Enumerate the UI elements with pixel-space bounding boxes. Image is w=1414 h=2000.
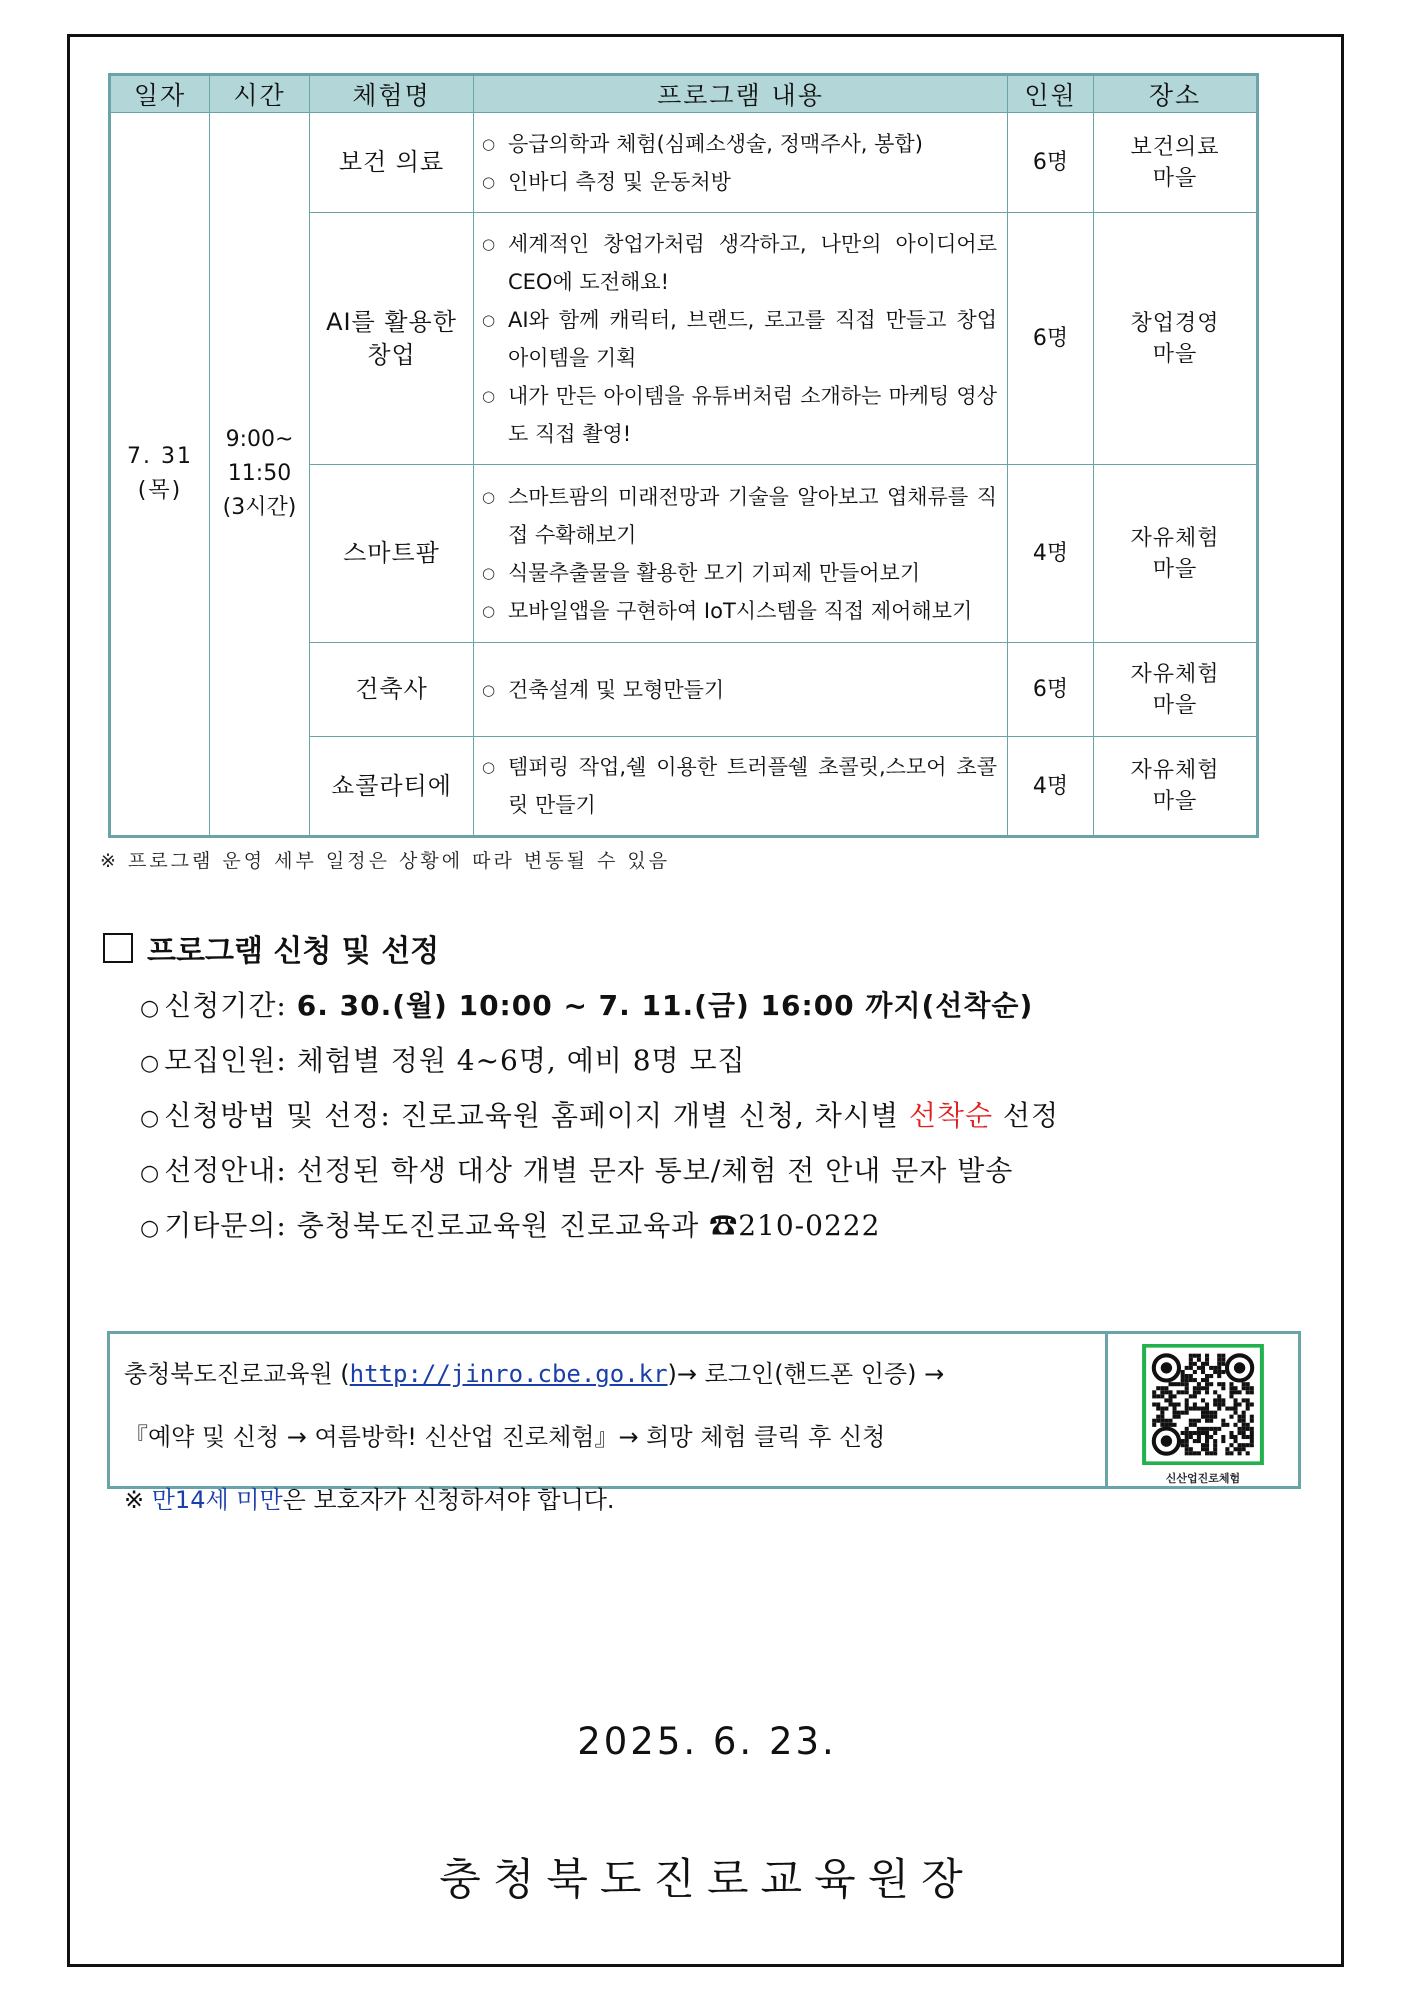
- bullet-icon: ○: [482, 234, 496, 253]
- item-text: 식물추출물을 활용한 모기 기피제 만들어보기: [508, 560, 921, 585]
- date-line: 7. 31: [127, 444, 193, 469]
- period-label: 신청기간:: [164, 989, 297, 1022]
- list-item: [482, 671, 997, 709]
- bullet-icon: ○: [482, 563, 496, 582]
- bullet-icon: ○: [482, 680, 496, 699]
- bullet-icon: ○: [140, 996, 161, 1021]
- guardian-note: [124, 1470, 1091, 1533]
- place-cell: [1094, 213, 1258, 465]
- apply-path-line: 『예약 및 신청 → 여름방학! 신산업 진로체험』→ 희망 체험 클릭 후 신청: [124, 1423, 886, 1451]
- item-text: AI와 함께 캐릭터, 브랜드, 로고를 직접 만들고 창업 아이템을 기획: [508, 307, 997, 370]
- list-item: [482, 301, 997, 377]
- program-name: [310, 213, 474, 465]
- place-line: 마을: [1152, 165, 1198, 191]
- phone-icon: ☎: [709, 1209, 739, 1242]
- place-cell: [1094, 737, 1258, 837]
- section-title-text: 프로그램 신청 및 선정: [147, 934, 440, 969]
- table-row: [110, 113, 1258, 213]
- bullet-icon: ○: [482, 134, 496, 153]
- bullet-icon: ○: [482, 172, 496, 191]
- item-text: 모바일앱을 구현하여 IoT시스템을 직접 제어해보기: [508, 598, 973, 623]
- bullet-icon: ○: [140, 1051, 161, 1076]
- program-name-line: 스마트팜: [343, 539, 440, 567]
- how-to-apply-box: [107, 1331, 1301, 1514]
- header-program-name: 체험명: [310, 75, 474, 113]
- document-date: 2025. 6. 23.: [577, 1720, 837, 1763]
- program-name-line: 창업: [367, 340, 416, 369]
- schedule-table: [108, 73, 1259, 838]
- place-line: 마을: [1152, 341, 1198, 367]
- bullet-icon: ○: [140, 1106, 161, 1131]
- program-content: [474, 213, 1008, 465]
- people-count: 6명: [1008, 213, 1094, 465]
- table-header-row: [110, 75, 1258, 113]
- item-text: 내가 만든 아이템을 유튜버처럼 소개하는 마케팅 영상도 직접 촬영!: [508, 383, 997, 446]
- qr-panel: [1105, 1334, 1298, 1486]
- list-item: [140, 1143, 1059, 1198]
- bullet-icon: ○: [482, 758, 496, 776]
- homepage-link[interactable]: http://jinro.cbe.go.kr: [349, 1360, 668, 1388]
- note-mark: ※: [124, 1486, 152, 1514]
- time-duration: (3시간): [222, 495, 297, 520]
- apply-text: 충청북도진로교육원 (: [124, 1360, 350, 1388]
- item-text: 인바디 측정 및 운동처방: [508, 169, 731, 194]
- place-line: 창업경영: [1130, 310, 1220, 336]
- program-content: [474, 113, 1008, 213]
- place-line: 보건의료: [1130, 134, 1220, 160]
- contact-phone: 210-0222: [738, 1209, 881, 1242]
- people-count: 4명: [1008, 465, 1094, 643]
- date-cell: [110, 113, 210, 837]
- guide-text: 선정안내: 선정된 학생 대상 개별 문자 통보/체험 전 안내 문자 발송: [164, 1154, 1014, 1187]
- program-name: [310, 737, 474, 837]
- bullet-icon: ○: [482, 310, 496, 329]
- list-item: [482, 478, 997, 554]
- header-date: 일자: [110, 75, 210, 113]
- item-text: 스마트팜의 미래전망과 기술을 알아보고 엽채류를 직접 수확해보기: [508, 484, 997, 547]
- qr-caption: 신산업진로체험: [1165, 1472, 1241, 1485]
- recruit-text: 모집인원: 체험별 정원 4~6명, 예비 8명 모집: [164, 1044, 746, 1077]
- list-item: [482, 163, 997, 201]
- place-line: 자유체험: [1130, 661, 1220, 687]
- place-cell: [1094, 113, 1258, 213]
- program-name-line: 쇼콜라티에: [331, 771, 452, 800]
- guardian-text: 은 보호자가 신청하셔야 합니다.: [282, 1486, 615, 1514]
- bullet-icon: ○: [482, 386, 496, 405]
- time-end: 11:50: [227, 461, 292, 486]
- header-place: 장소: [1094, 75, 1258, 113]
- list-item: [482, 377, 997, 453]
- age-highlight: 만14세 미만: [151, 1486, 283, 1514]
- bullet-icon: ○: [482, 601, 496, 620]
- bullet-icon: ○: [140, 1161, 161, 1186]
- apply-step-line: [124, 1344, 1091, 1407]
- program-name: [310, 465, 474, 643]
- how-to-apply-text: [110, 1334, 1105, 1514]
- program-name-line: AI를 활용한: [326, 307, 457, 336]
- place-line: 자유체험: [1130, 758, 1220, 783]
- program-name-line: 건축사: [355, 675, 428, 703]
- time-cell: [210, 113, 310, 837]
- list-item: [140, 978, 1059, 1033]
- people-count: 4명: [1008, 737, 1094, 837]
- list-item: [140, 1033, 1059, 1088]
- place-line: 마을: [1152, 789, 1198, 814]
- time-start: 9:00~: [225, 427, 294, 452]
- place-line: 자유체험: [1130, 525, 1220, 551]
- list-item: [482, 748, 997, 824]
- item-text: 건축설계 및 모형만들기: [508, 677, 725, 702]
- program-name: [310, 113, 474, 213]
- issuer-name: 충청북도진로교육원장: [439, 1855, 975, 1905]
- list-item: [482, 592, 997, 630]
- item-text: 응급의학과 체험(심폐소생술, 정맥주사, 봉합): [508, 131, 923, 156]
- bullet-icon: ○: [140, 1216, 161, 1241]
- list-item: [140, 1198, 1059, 1253]
- weekday-line: (목): [137, 478, 183, 503]
- item-text: 템퍼링 작업,쉘 이용한 트러플쉘 초콜릿,스모어 초콜릿 만들기: [508, 755, 997, 817]
- list-item: [482, 125, 997, 163]
- qr-code-icon[interactable]: [1128, 1344, 1278, 1465]
- header-people: 인원: [1008, 75, 1094, 113]
- method-highlight: 선착순: [908, 1099, 994, 1132]
- method-text-end: 선정: [993, 1099, 1060, 1132]
- program-name: [310, 643, 474, 737]
- application-info-list: [140, 978, 1059, 1253]
- bullet-icon: ○: [482, 487, 496, 506]
- place-cell: [1094, 643, 1258, 737]
- place-line: 마을: [1152, 556, 1198, 582]
- list-item: [482, 554, 997, 592]
- program-content: [474, 643, 1008, 737]
- program-content: [474, 737, 1008, 837]
- apply-text-end: )→ 로그인(핸드폰 인증) →: [667, 1360, 945, 1388]
- program-content: [474, 465, 1008, 643]
- checkbox-square-icon: [103, 933, 133, 963]
- people-count: 6명: [1008, 113, 1094, 213]
- item-text: 세계적인 창업가처럼 생각하고, 나만의 아이디어로 CEO에 도전해요!: [508, 231, 997, 294]
- program-name-line: 보건 의료: [338, 148, 445, 176]
- section-title: [103, 926, 439, 970]
- place-cell: [1094, 465, 1258, 643]
- list-item: [140, 1088, 1059, 1143]
- people-count: 6명: [1008, 643, 1094, 737]
- list-item: [482, 225, 997, 301]
- contact-text: 기타문의: 충청북도진로교육원 진로교육과: [164, 1209, 710, 1242]
- period-value: 6. 30.(월) 10:00 ~ 7. 11.(금) 16:00 까지(선착순): [296, 989, 1034, 1022]
- place-line: 마을: [1152, 692, 1198, 718]
- schedule-note: ※ 프로그램 운영 세부 일정은 상황에 따라 변동될 수 있음: [100, 850, 671, 872]
- method-text: 신청방법 및 선정: 진로교육원 홈페이지 개별 신청, 차시별: [164, 1099, 909, 1132]
- header-time: 시간: [210, 75, 310, 113]
- header-program-content: 프로그램 내용: [474, 75, 1008, 113]
